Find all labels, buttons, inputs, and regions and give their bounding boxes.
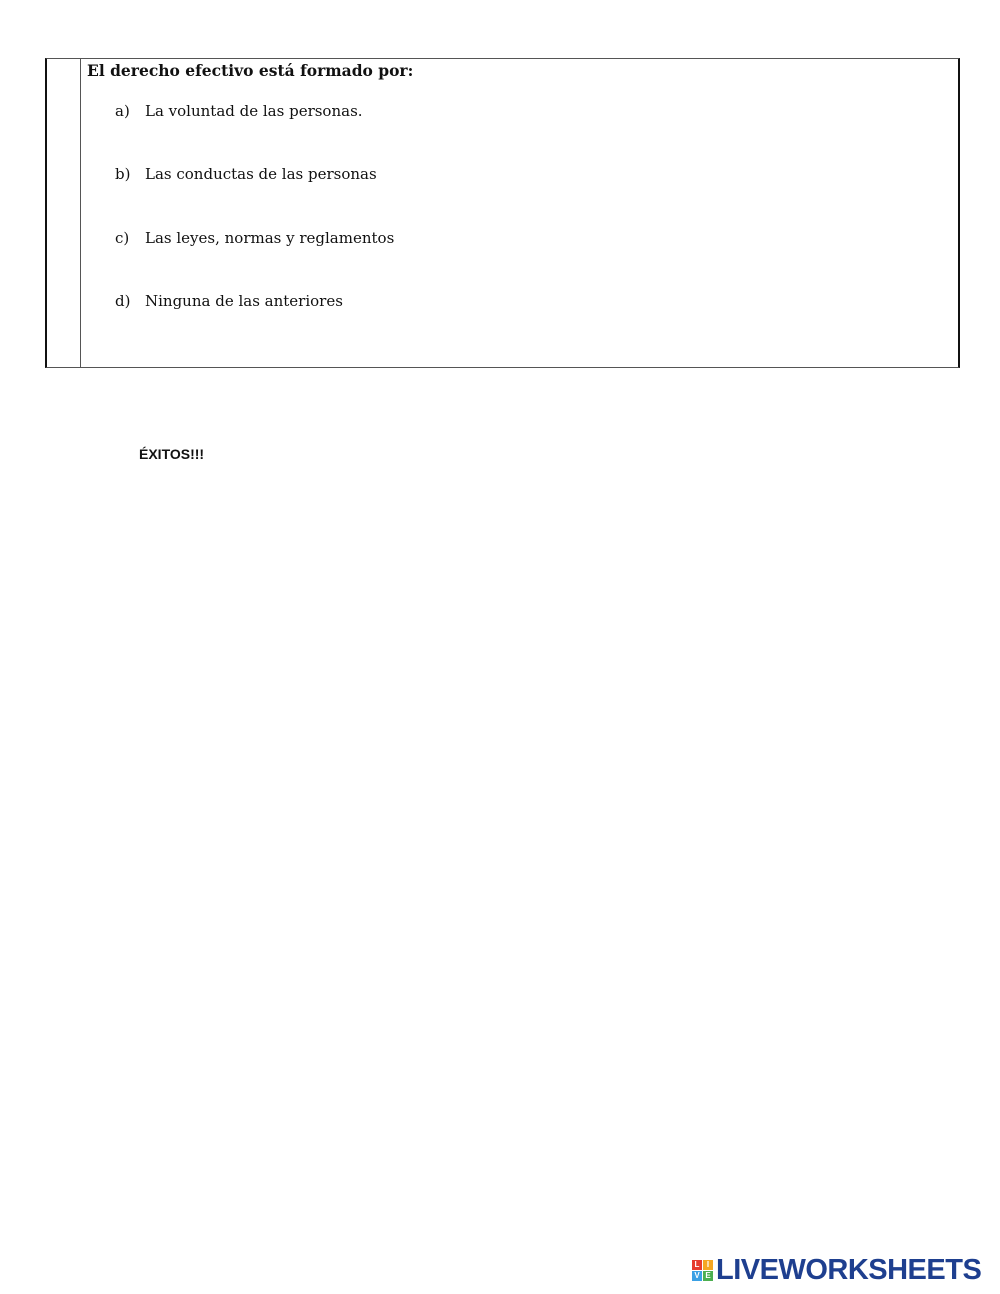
option-letter: c)	[115, 229, 130, 247]
option-b[interactable]	[115, 164, 377, 184]
logo-letter-l: L	[692, 1260, 702, 1270]
option-d[interactable]	[115, 291, 343, 311]
closing-message: ÉXITOS!!!	[139, 446, 205, 462]
logo-letter-v: V	[692, 1271, 702, 1281]
option-c[interactable]	[115, 228, 394, 248]
question-number-column	[47, 59, 81, 367]
option-letter: d)	[115, 292, 131, 310]
brand-name: LIVEWORKSHEETS	[716, 1254, 982, 1286]
option-text: Las conductas de las personas	[145, 165, 377, 183]
question-table	[45, 58, 960, 368]
logo-letter-e: E	[703, 1271, 713, 1281]
option-letter: a)	[115, 102, 130, 120]
option-a[interactable]	[115, 101, 363, 121]
option-text: La voluntad de las personas.	[145, 102, 363, 120]
question-title: El derecho efectivo está formado por:	[87, 61, 414, 80]
option-text: Ninguna de las anteriores	[145, 292, 343, 310]
option-text: Las leyes, normas y reglamentos	[145, 229, 395, 247]
logo-letter-i: I	[703, 1260, 713, 1270]
liveworksheets-logo-icon	[692, 1260, 713, 1281]
option-letter: b)	[115, 165, 131, 183]
liveworksheets-brand	[692, 1255, 981, 1285]
